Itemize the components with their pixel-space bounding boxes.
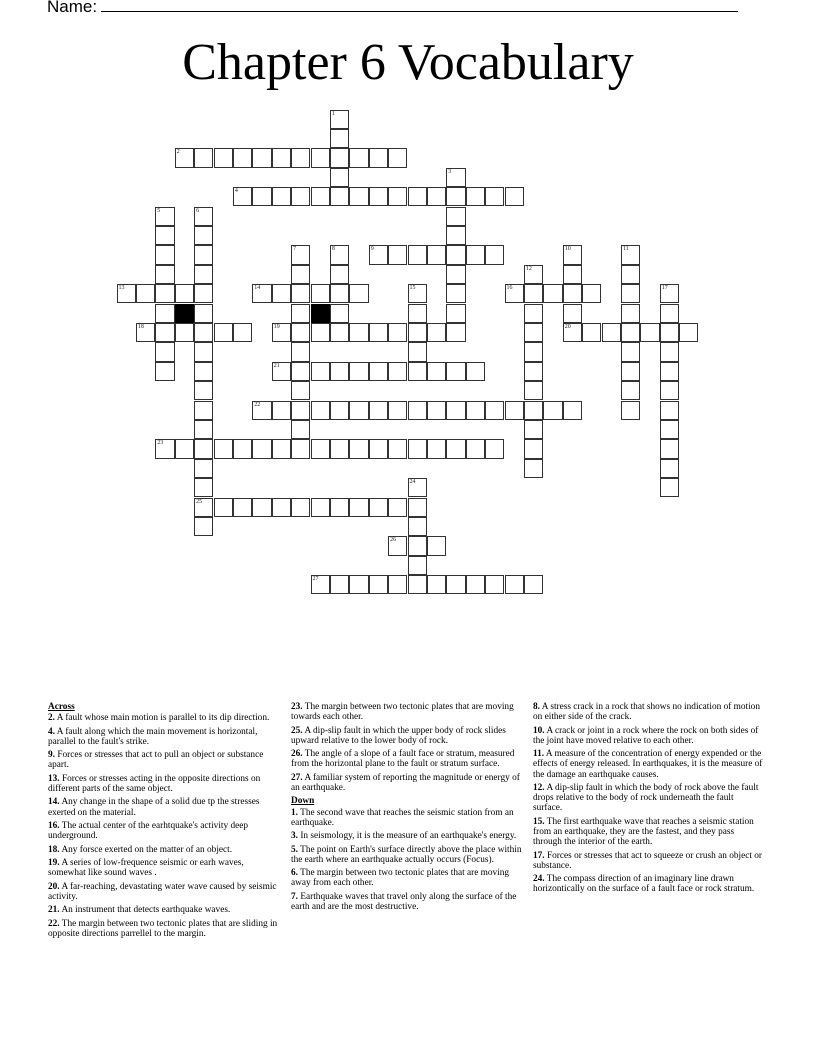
grid-cell[interactable] — [272, 187, 291, 206]
grid-cell[interactable] — [330, 401, 349, 420]
clue-down: 17. Forces or stresses that act to squeeze or crush an object or substance. — [533, 850, 762, 871]
clue-across: 13. Forces or stresses acting in the opposite directions on different parts of the same object. — [48, 773, 261, 794]
grid-cell[interactable] — [311, 187, 330, 206]
grid-cell[interactable] — [388, 323, 407, 342]
grid-cell[interactable] — [272, 401, 291, 420]
grid-cell[interactable] — [349, 498, 368, 517]
grid-cell[interactable] — [155, 304, 174, 323]
grid-cell[interactable] — [291, 245, 310, 264]
grid-cell[interactable] — [369, 362, 388, 381]
clue-across: 25. A dip-slip fault in which the upper body of rock slides upward relative to the lower body of rock. — [291, 725, 506, 746]
clue-number: 10 — [564, 246, 571, 253]
clue-across: 22. The margin between two tectonic plates that are sliding in opposite directions parrellel to the margin. — [48, 918, 278, 939]
grid-cell[interactable] — [252, 148, 271, 167]
grid-cell[interactable] — [466, 439, 485, 458]
clue-across: 23. The margin between two tectonic plates that are moving towards each other. — [291, 702, 514, 723]
grid-cell[interactable] — [311, 362, 330, 381]
clue-down: 24. The compass direction of an imaginary line drawn horizontically on the surface of a fault face or rock stratum. — [533, 874, 755, 895]
grid-cell[interactable] — [446, 187, 465, 206]
grid-cell[interactable] — [582, 284, 601, 303]
clue-number: 18 — [137, 323, 144, 330]
clue-number: 13 — [118, 285, 125, 292]
grid-cell[interactable] — [311, 401, 330, 420]
grid-cell[interactable] — [233, 439, 252, 458]
grid-cell[interactable] — [311, 284, 330, 303]
grid-cell[interactable] — [466, 187, 485, 206]
clue-down: 3. In seismology, it is the measure of an earthquake's energy. — [291, 831, 517, 842]
grid-cell[interactable] — [563, 401, 582, 420]
grid-cell[interactable] — [388, 498, 407, 517]
clues-column-1 — [48, 702, 280, 942]
grid-cell[interactable] — [291, 342, 310, 361]
grid-cell[interactable] — [621, 401, 640, 420]
grid-cell[interactable] — [330, 110, 349, 129]
grid-cell[interactable] — [311, 148, 330, 167]
grid-cell[interactable] — [214, 323, 233, 342]
grid-cell[interactable] — [388, 575, 407, 594]
grid-cell[interactable] — [466, 362, 485, 381]
grid-cell[interactable] — [194, 381, 213, 400]
grid-cell[interactable] — [408, 187, 427, 206]
grid-cell[interactable] — [194, 439, 213, 458]
grid-cell[interactable] — [252, 439, 271, 458]
grid-cell[interactable] — [330, 498, 349, 517]
grid-cell[interactable] — [291, 304, 310, 323]
grid-cell[interactable] — [524, 284, 543, 303]
grid-cell[interactable] — [679, 323, 698, 342]
clues-column-2 — [291, 702, 523, 915]
grid-cell[interactable] — [485, 245, 504, 264]
grid-cell[interactable] — [252, 401, 271, 420]
grid-cell[interactable] — [311, 439, 330, 458]
clue-across: 26. The angle of a slope of a fault face or stratum, measured from the horizontal plane to the fault or stratum surface. — [291, 749, 515, 770]
grid-cell[interactable] — [155, 226, 174, 245]
grid-cell[interactable] — [660, 304, 679, 323]
grid-cell[interactable] — [155, 323, 174, 342]
grid-cell[interactable] — [272, 439, 291, 458]
grid-cell[interactable] — [349, 284, 368, 303]
grid-cell[interactable] — [175, 148, 194, 167]
grid-cell[interactable] — [621, 304, 640, 323]
grid-cell[interactable] — [427, 323, 446, 342]
clue-number: 11 — [622, 246, 629, 253]
grid-cell[interactable] — [524, 362, 543, 381]
clue-across: 20. A far-reaching, devastating water wave caused by seismic activity. — [48, 881, 277, 902]
grid-cell[interactable] — [194, 148, 213, 167]
grid-cell[interactable] — [349, 439, 368, 458]
grid-cell[interactable] — [330, 362, 349, 381]
grid-cell[interactable] — [660, 478, 679, 497]
clue-across: 9. Forces or stresses that act to pull an object or substance apart. — [48, 750, 264, 771]
grid-cell[interactable] — [349, 575, 368, 594]
grid-cell[interactable] — [369, 401, 388, 420]
grid-cell[interactable] — [155, 362, 174, 381]
grid-cell[interactable] — [466, 245, 485, 264]
grid-cell[interactable] — [446, 304, 465, 323]
grid-cell[interactable] — [369, 245, 388, 264]
grid-cell[interactable] — [194, 478, 213, 497]
grid-cell[interactable] — [388, 245, 407, 264]
grid-cell[interactable] — [563, 284, 582, 303]
grid-cell[interactable] — [408, 498, 427, 517]
grid-cell[interactable] — [330, 129, 349, 148]
grid-cell[interactable] — [369, 439, 388, 458]
grid-cell[interactable] — [408, 575, 427, 594]
grid-cell[interactable] — [291, 284, 310, 303]
grid-cell[interactable] — [524, 304, 543, 323]
grid-cell[interactable] — [563, 265, 582, 284]
clue-down: 15. The first earthquake wave that reaches a seismic station from an earthquake, they are the fastest, and they pass through the interior of the earth. — [533, 816, 754, 848]
black-cell — [175, 304, 194, 323]
grid-cell[interactable] — [408, 284, 427, 303]
grid-cell[interactable] — [233, 323, 252, 342]
grid-cell[interactable] — [408, 536, 427, 555]
clue-number: 27 — [312, 576, 319, 583]
grid-cell[interactable] — [446, 284, 465, 303]
grid-cell[interactable] — [388, 148, 407, 167]
grid-cell[interactable] — [272, 362, 291, 381]
grid-cell[interactable] — [136, 284, 155, 303]
grid-cell[interactable] — [524, 342, 543, 361]
down-heading: Down — [291, 796, 315, 807]
clue-number: 5 — [157, 207, 161, 214]
grid-cell[interactable] — [369, 575, 388, 594]
clue-across: 27. A familiar system of reporting the magnitude or energy of an earthquake. — [291, 772, 520, 793]
grid-cell[interactable] — [330, 439, 349, 458]
grid-cell[interactable] — [349, 362, 368, 381]
clue-number: 14 — [254, 285, 261, 292]
grid-cell[interactable] — [408, 478, 427, 497]
grid-cell[interactable] — [291, 362, 310, 381]
grid-cell[interactable] — [194, 265, 213, 284]
grid-cell[interactable] — [408, 362, 427, 381]
clue-across: 2. A fault whose main motion is parallel to its dip direction. — [48, 713, 270, 724]
grid-cell[interactable] — [621, 284, 640, 303]
grid-cell[interactable] — [194, 362, 213, 381]
clue-down: 8. A stress crack in a rock that shows no indication of motion on either side of the crack. — [533, 702, 760, 723]
clue-down: 6. The margin between two tectonic plates that are moving away from each other. — [291, 868, 510, 889]
clue-number: 12 — [525, 265, 532, 272]
grid-cell[interactable] — [291, 187, 310, 206]
grid-cell[interactable] — [330, 323, 349, 342]
grid-cell[interactable] — [330, 148, 349, 167]
grid-cell[interactable] — [427, 536, 446, 555]
grid-cell[interactable] — [505, 284, 524, 303]
grid-cell[interactable] — [330, 168, 349, 187]
grid-cell[interactable] — [388, 439, 407, 458]
grid-cell[interactable] — [524, 381, 543, 400]
grid-cell[interactable] — [272, 284, 291, 303]
grid-cell[interactable] — [660, 381, 679, 400]
clues-column-3 — [533, 702, 765, 898]
clue-number: 23 — [157, 440, 164, 447]
grid-cell[interactable] — [660, 323, 679, 342]
grid-cell[interactable] — [524, 459, 543, 478]
grid-cell[interactable] — [155, 207, 174, 226]
grid-cell[interactable] — [330, 304, 349, 323]
grid-cell[interactable] — [136, 323, 155, 342]
grid-cell[interactable] — [485, 575, 504, 594]
grid-cell[interactable] — [194, 517, 213, 536]
clue-down: 12. A dip-slip fault in which the body of rock above the fault drops relative to the body of rock underneath the fault surface. — [533, 782, 759, 814]
page-title: Chapter 6 Vocabulary — [182, 34, 634, 91]
grid-cell[interactable] — [272, 148, 291, 167]
clue-number: 2 — [176, 149, 180, 156]
grid-cell[interactable] — [621, 342, 640, 361]
grid-cell[interactable] — [330, 284, 349, 303]
clue-number: 15 — [409, 285, 416, 292]
grid-cell[interactable] — [155, 265, 174, 284]
grid-cell[interactable] — [291, 420, 310, 439]
grid-cell[interactable] — [369, 148, 388, 167]
grid-cell[interactable] — [524, 323, 543, 342]
grid-cell[interactable] — [621, 381, 640, 400]
grid-cell[interactable] — [446, 323, 465, 342]
grid-cell[interactable] — [485, 401, 504, 420]
grid-cell[interactable] — [466, 401, 485, 420]
grid-cell[interactable] — [233, 148, 252, 167]
grid-cell[interactable] — [252, 187, 271, 206]
grid-cell[interactable] — [291, 498, 310, 517]
grid-cell[interactable] — [388, 187, 407, 206]
grid-cell[interactable] — [427, 575, 446, 594]
grid-cell[interactable] — [349, 187, 368, 206]
grid-cell[interactable] — [233, 498, 252, 517]
grid-cell[interactable] — [582, 323, 601, 342]
clue-down: 10. A crack or joint in a rock where the rock on both sides of the joint have moved relative to each other. — [533, 725, 759, 746]
grid-cell[interactable] — [621, 323, 640, 342]
clue-number: 16 — [506, 285, 513, 292]
grid-cell[interactable] — [311, 575, 330, 594]
grid-cell[interactable] — [485, 439, 504, 458]
grid-cell[interactable] — [485, 187, 504, 206]
grid-cell[interactable] — [446, 575, 465, 594]
grid-cell[interactable] — [660, 342, 679, 361]
grid-cell[interactable] — [369, 187, 388, 206]
grid-cell[interactable] — [543, 401, 562, 420]
grid-cell[interactable] — [408, 439, 427, 458]
grid-cell[interactable] — [524, 439, 543, 458]
grid-cell[interactable] — [427, 187, 446, 206]
clue-number: 8 — [331, 246, 335, 253]
grid-cell[interactable] — [524, 575, 543, 594]
grid-cell[interactable] — [155, 342, 174, 361]
grid-cell[interactable] — [291, 148, 310, 167]
grid-cell[interactable] — [233, 187, 252, 206]
grid-cell[interactable] — [446, 362, 465, 381]
grid-cell[interactable] — [660, 439, 679, 458]
grid-cell[interactable] — [291, 265, 310, 284]
grid-cell[interactable] — [563, 245, 582, 264]
grid-cell[interactable] — [505, 187, 524, 206]
grid-cell[interactable] — [155, 284, 174, 303]
grid-cell[interactable] — [194, 323, 213, 342]
grid-cell[interactable] — [330, 187, 349, 206]
grid-cell[interactable] — [427, 245, 446, 264]
name-label: Name: — [47, 0, 98, 16]
grid-cell[interactable] — [427, 401, 446, 420]
grid-cell[interactable] — [640, 323, 659, 342]
clue-across: 18. Any forsce exerted on the matter of an object. — [48, 844, 233, 855]
grid-cell[interactable] — [427, 362, 446, 381]
grid-cell[interactable] — [349, 401, 368, 420]
grid-cell[interactable] — [466, 575, 485, 594]
grid-cell[interactable] — [408, 342, 427, 361]
grid-cell[interactable] — [563, 304, 582, 323]
grid-cell[interactable] — [155, 245, 174, 264]
grid-cell[interactable] — [291, 323, 310, 342]
clue-number: 21 — [273, 362, 280, 369]
grid-cell[interactable] — [505, 575, 524, 594]
grid-cell[interactable] — [311, 323, 330, 342]
grid-cell[interactable] — [194, 401, 213, 420]
grid-cell[interactable] — [660, 284, 679, 303]
grid-cell[interactable] — [117, 284, 136, 303]
grid-cell[interactable] — [311, 498, 330, 517]
clue-number: 24 — [409, 479, 416, 486]
grid-cell[interactable] — [621, 245, 640, 264]
grid-cell[interactable] — [388, 536, 407, 555]
grid-cell[interactable] — [524, 265, 543, 284]
grid-cell[interactable] — [408, 245, 427, 264]
grid-cell[interactable] — [408, 304, 427, 323]
grid-cell[interactable] — [446, 168, 465, 187]
grid-cell[interactable] — [660, 362, 679, 381]
grid-cell[interactable] — [175, 284, 194, 303]
clue-down: 1. The second wave that reaches the seismic station from an earthquake. — [291, 807, 514, 828]
grid-cell[interactable] — [194, 284, 213, 303]
grid-cell[interactable] — [291, 401, 310, 420]
grid-cell[interactable] — [446, 439, 465, 458]
clue-down: 5. The point on Earth's surface directly above the place within the earth where an earthquake actually occurs (Focus). — [291, 844, 522, 865]
clue-number: 22 — [254, 401, 261, 408]
grid-cell[interactable] — [621, 362, 640, 381]
grid-cell[interactable] — [621, 265, 640, 284]
grid-cell[interactable] — [524, 401, 543, 420]
clue-number: 3 — [448, 168, 452, 175]
grid-cell[interactable] — [214, 439, 233, 458]
grid-cell[interactable] — [194, 226, 213, 245]
grid-cell[interactable] — [660, 459, 679, 478]
grid-cell[interactable] — [427, 439, 446, 458]
grid-cell[interactable] — [349, 323, 368, 342]
clue-number: 17 — [661, 285, 668, 292]
grid-cell[interactable] — [194, 304, 213, 323]
grid-cell[interactable] — [446, 245, 465, 264]
clue-number: 25 — [196, 498, 203, 505]
grid-cell[interactable] — [272, 498, 291, 517]
grid-cell[interactable] — [252, 498, 271, 517]
grid-cell[interactable] — [369, 323, 388, 342]
grid-cell[interactable] — [194, 207, 213, 226]
grid-cell[interactable] — [660, 420, 679, 439]
grid-cell[interactable] — [408, 517, 427, 536]
grid-cell[interactable] — [330, 245, 349, 264]
grid-cell[interactable] — [155, 439, 174, 458]
grid-cell[interactable] — [408, 323, 427, 342]
clue-number: 9 — [370, 246, 374, 253]
grid-cell[interactable] — [330, 265, 349, 284]
clue-number: 6 — [196, 207, 200, 214]
grid-cell[interactable] — [369, 498, 388, 517]
grid-cell[interactable] — [291, 439, 310, 458]
grid-cell[interactable] — [388, 362, 407, 381]
clue-across: 14. Any change in the shape of a solid due tp the stresses exerted on the material. — [48, 797, 260, 818]
grid-cell[interactable] — [543, 284, 562, 303]
grid-cell[interactable] — [214, 148, 233, 167]
grid-cell[interactable] — [408, 401, 427, 420]
clue-across: 19. A series of low-frequence seismic or earh waves, somewhat like sound waves . — [48, 857, 244, 879]
grid-cell[interactable] — [408, 556, 427, 575]
grid-cell[interactable] — [214, 498, 233, 517]
grid-cell[interactable] — [602, 323, 621, 342]
clue-number: 26 — [390, 537, 397, 544]
grid-cell[interactable] — [175, 323, 194, 342]
grid-cell[interactable] — [291, 381, 310, 400]
grid-cell[interactable] — [194, 245, 213, 264]
grid-cell[interactable] — [349, 148, 368, 167]
grid-cell[interactable] — [524, 420, 543, 439]
grid-cell[interactable] — [660, 401, 679, 420]
grid-cell[interactable] — [446, 207, 465, 226]
grid-cell[interactable] — [505, 401, 524, 420]
across-heading: Across — [48, 702, 75, 712]
grid-cell[interactable] — [194, 498, 213, 517]
grid-cell[interactable] — [446, 226, 465, 245]
clue-across: 21. An instrument that detects earthquake waves. — [48, 905, 231, 916]
clue-down: 7. Earthquake waves that travel only along the surface of the earth and are the most destructive. — [291, 891, 517, 912]
clue-across: 16. The actual center of the earhtquake's activity deep underground. — [48, 820, 249, 842]
grid-cell[interactable] — [563, 323, 582, 342]
clue-number: 20 — [564, 323, 571, 330]
clue-number: 4 — [234, 188, 238, 195]
clue-down: 11. A measure of the concentration of energy expended or the effects of energy released. In earthquakes, it is the measure of the damage an earthquake causes. — [533, 749, 763, 780]
grid-cell[interactable] — [388, 401, 407, 420]
clue-number: 7 — [293, 246, 297, 253]
clue-number: 1 — [331, 110, 335, 117]
grid-cell[interactable] — [175, 439, 194, 458]
clue-across: 4. A fault along which the main movement is horizontal, parallel to the fault's strike. — [48, 726, 258, 747]
grid-cell[interactable] — [252, 284, 271, 303]
black-cell — [311, 304, 330, 323]
grid-cell[interactable] — [194, 342, 213, 361]
grid-cell[interactable] — [446, 265, 465, 284]
clue-number: 19 — [273, 323, 280, 330]
grid-cell[interactable] — [446, 401, 465, 420]
grid-cell[interactable] — [194, 459, 213, 478]
grid-cell[interactable] — [194, 420, 213, 439]
grid-cell[interactable] — [330, 575, 349, 594]
grid-cell[interactable] — [272, 323, 291, 342]
